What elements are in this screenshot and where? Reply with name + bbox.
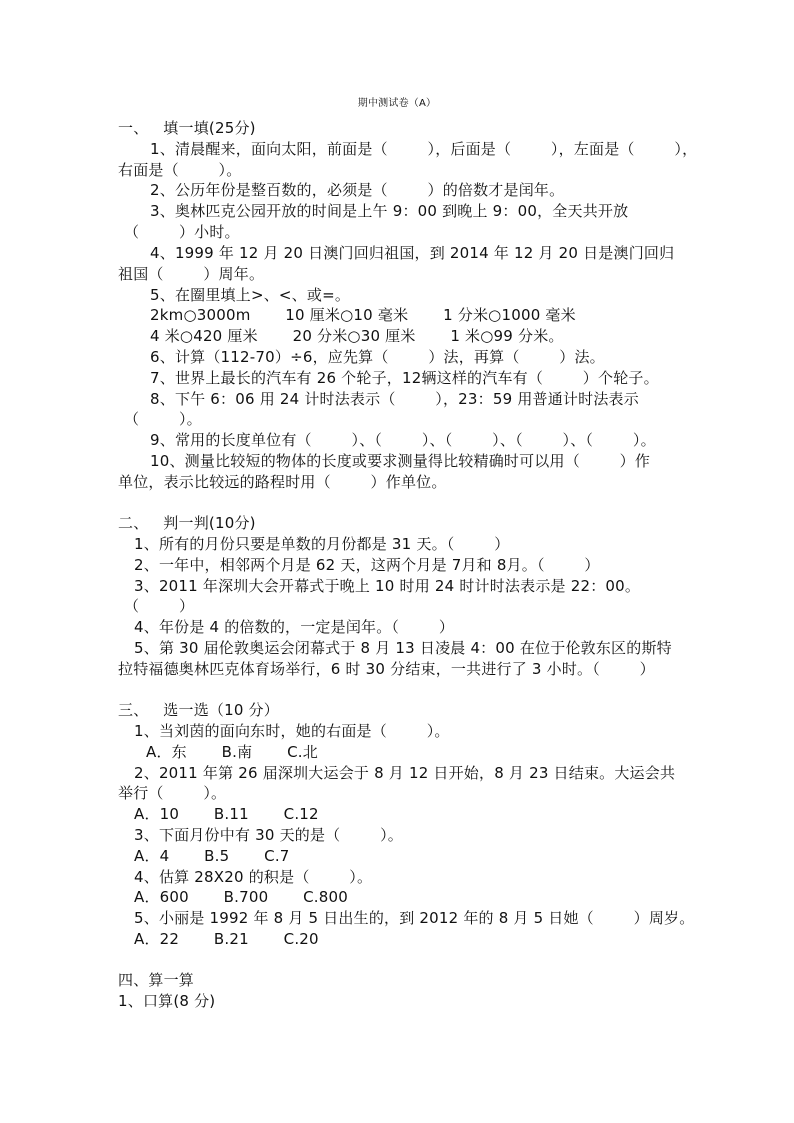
subsection-heading: 1、口算(8 分)	[118, 992, 216, 1010]
question-line: 1、当刘茵的面向东时，她的右面是（ ）。	[134, 722, 450, 740]
section-heading-3: 三、 选一选（10 分）	[118, 701, 279, 719]
answer-options: A．4 B.5 C.7	[134, 847, 290, 865]
question-line: 4、年份是 4 的倍数的，一定是闰年。（ ）	[134, 618, 455, 636]
question-line: 1、所有的月份只要是单数的月份都是 31 天。（ ）	[134, 535, 510, 553]
answer-options: A．东 B.南 C.北	[146, 743, 318, 761]
question-line: 1、清晨醒来，面向太阳，前面是（ ），后面是（ ），左面是（ ），	[150, 140, 698, 158]
question-line: 8、下午 6：06 用 24 计时法表示（ ），23：59 用普通计时法表示	[150, 390, 639, 408]
comparison-row: 4 米○420 厘米 20 分米○30 厘米 1 米○99 分米。	[150, 327, 564, 345]
question-line: 3、下面月份中有 30 天的是（ ）。	[134, 826, 404, 844]
answer-options: A．600 B.700 C.800	[134, 888, 349, 906]
question-line: 举行（ ）。	[118, 784, 227, 802]
question-line: 拉特福德奥林匹克体育场举行，6 时 30 分结束，一共进行了 3 小时。（ ）	[118, 660, 655, 678]
question-line: 4、估算 28X20 的积是（ ）。	[134, 868, 373, 886]
question-line: 2、公历年份是整百数的，必须是（ ）的倍数才是闰年。	[150, 181, 565, 199]
question-line: 2、2011 年第 26 届深圳大运会于 8 月 12 日开始，8 月 23 日结束。大运会共	[134, 764, 676, 782]
question-line: 7、世界上最长的汽车有 26 个轮子，12辆这样的汽车有（ ）个轮子。	[150, 369, 659, 387]
question-line: 2、一年中，相邻两个月是 62 天，这两个月是 7月和 8月。（ ）	[134, 556, 600, 574]
page-title: 期中测试卷（A）	[357, 98, 437, 109]
question-line: 5、小丽是 1992 年 8 月 5 日出生的，到 2012 年的 8 月 5 日她（ ）周岁。	[134, 909, 695, 927]
answer-options: A．22 B.21 C.20	[134, 930, 319, 948]
question-line: 6、计算（112-70）÷6，应先算（ ）法，再算（ ）法。	[150, 348, 605, 366]
section-heading-4: 四、算一算	[118, 971, 195, 989]
question-line: 10、测量比较短的物体的长度或要求测量得比较精确时可以用（ ）作	[150, 452, 651, 470]
question-line: （ ）。	[124, 410, 202, 428]
section-heading-1: 一、 填一填(25分)	[118, 119, 256, 137]
question-line: 5、在圈里填上>、<、或=。	[150, 286, 351, 304]
comparison-row: 2km○3000m 10 厘米○10 毫米 1 分米○1000 毫米	[150, 306, 576, 324]
question-line: 右面是（ ）。	[118, 161, 242, 179]
question-line: 单位，表示比较远的路程时用（ ）作单位。	[118, 473, 447, 491]
question-line: 4、1999 年 12 月 20 日澳门回归祖国，到 2014 年 12 月 20 日是澳门回归	[150, 244, 675, 262]
question-line: 9、常用的长度单位有（ ）、（ ）、（ ）、（ ）、（ ）。	[150, 431, 656, 449]
section-heading-2: 二、 判一判(10分)	[118, 514, 256, 532]
question-line: （ ）小时。	[124, 223, 240, 241]
question-line: 3、奥林匹克公园开放的时间是上午 9：00 到晚上 9：00，全天共开放	[150, 202, 629, 220]
question-line: （ ）	[124, 597, 195, 615]
question-line: 祖国（ ）周年。	[118, 265, 265, 283]
answer-options: A．10 B.11 C.12	[134, 805, 319, 823]
question-line: 5、第 30 届伦敦奥运会闭幕式于 8 月 13 日凌晨 4：00 在位于伦敦东区的斯特	[134, 639, 672, 657]
question-line: 3、2011 年深圳大会开幕式于晚上 10 时用 24 时计时法表示是 22：00。	[134, 577, 641, 595]
